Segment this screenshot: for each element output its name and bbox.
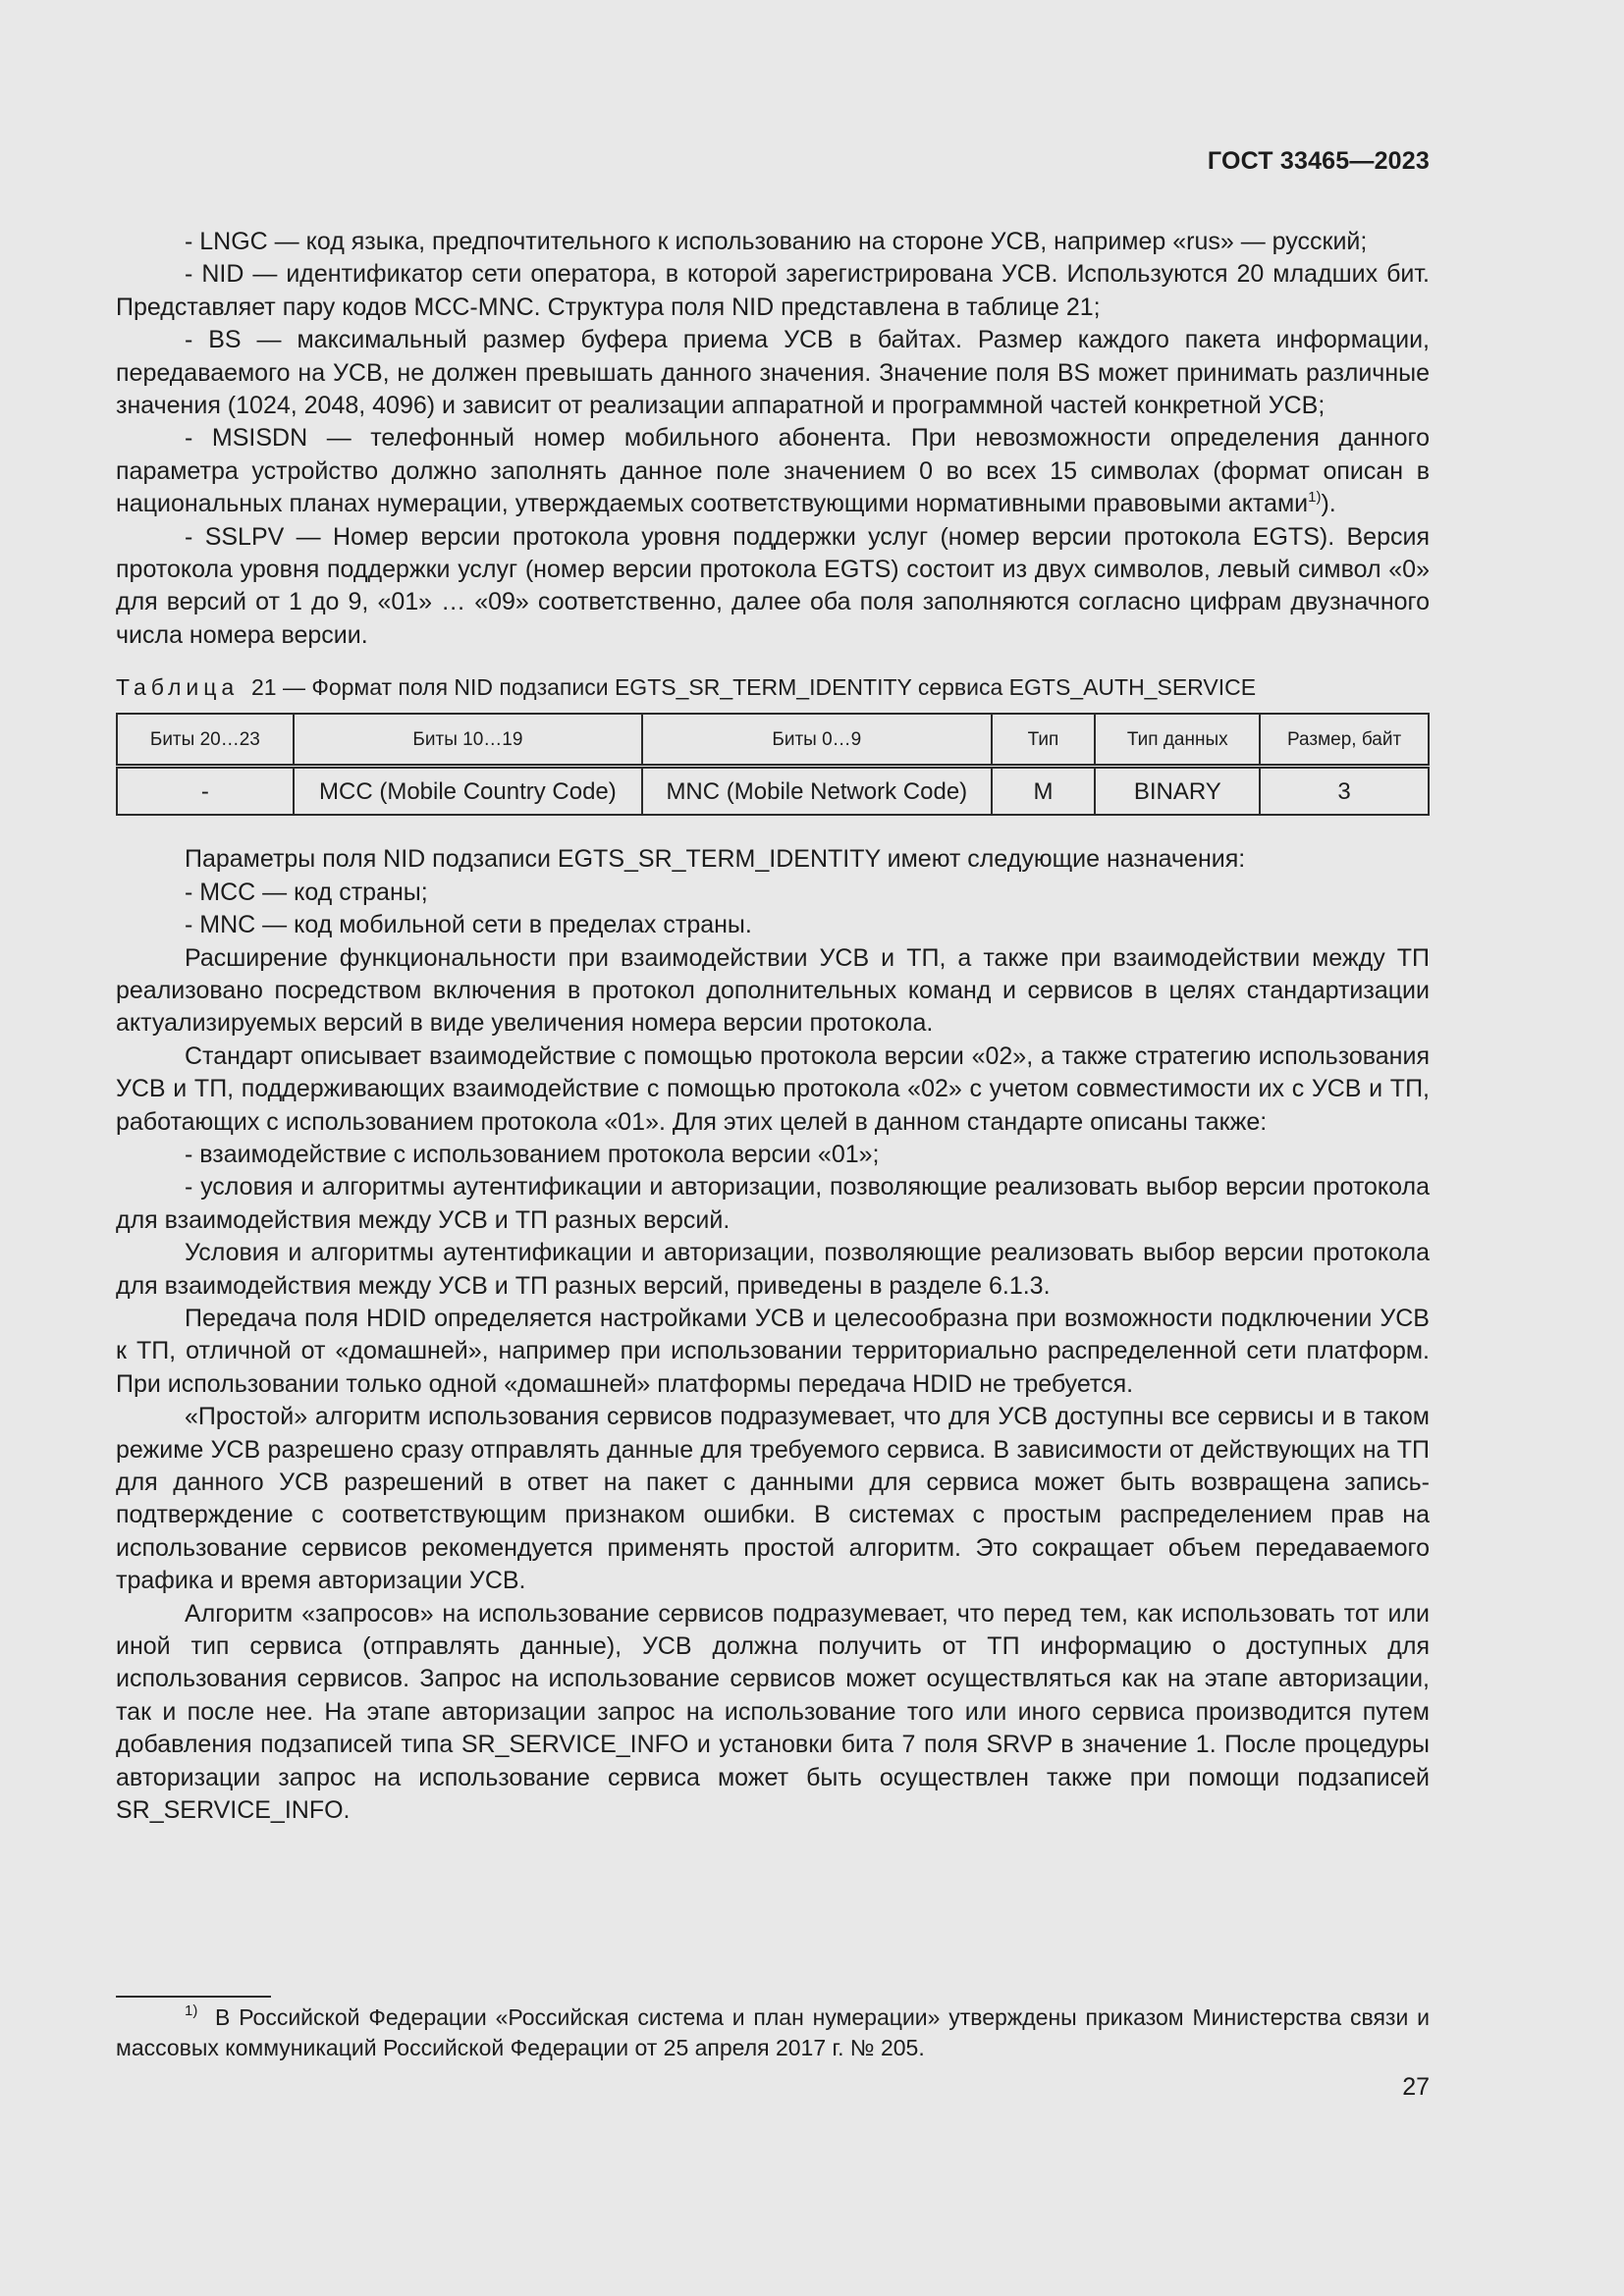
paragraph-simple-algorithm: «Простой» алгоритм использования сервисов подразумевает, что для УСВ доступны все сервисы и в таком режиме УСВ разрешено сразу отправлять данные для требуемого сервиса. В зависимости от действующих на ТП для данного УСВ разрешений в ответ на пакет с данными для сервиса может быть возвращена запись-подтверждение с соответствующим признаком ошибки. В системах с простым распределением прав на использование сервисов рекомендуется применять простой алгоритм. Это сокращает объем передаваемого трафика и время авторизации УСВ. [116,1403,1430,1595]
paragraph-extension: Расширение функциональности при взаимодействии УСВ и ТП, а также при взаимодействии между ТП реализовано посредством включения в протокол дополнительных команд и сервисов в целях стандартизации актуализируемых версий в виде увеличения номера версии протокола. [116,943,1430,1038]
msisdn-tail: ). [1321,490,1336,518]
main-text [116,226,1430,1827]
paragraph-request-algorithm: Алгоритм «запросов» на использование сервисов подразумевает, что перед тем, как использовать тот или иной тип сервиса (отправлять данные), УСВ должна получить от ТП информацию о доступных для использования сервисов. Запрос на использование сервисов может осуществляться как на этапе авторизации, так и после нее. На этапе авторизации запрос на использование того или иного сервиса производится путем добавления подзаписей типа SR_SERVICE_INFO и установки бита 7 поля SRVP в значение 1. После процедуры авторизации запрос на использование сервиса может быть осуществлен также при помощи подзаписей SR_SERVICE_INFO. [116,1599,1430,1825]
paragraph-nid-params: Параметры поля NID подзаписи EGTS_SR_TERM_IDENTITY имеют следующие назначения: [185,845,1246,874]
table-header-cell: Тип данных [1095,714,1260,767]
footnote-text: В Российской Федерации «Российская система и план нумерации» утверждены приказом Министерства связи и массовых коммуникаций Российской Федерации от 25 апреля 2017 г. № 205. [116,2004,1430,2060]
paragraph-mnc: - MNC — код мобильной сети в пределах страны. [185,911,752,939]
table-header-cell: Размер, байт [1260,714,1429,767]
table-cell: - [117,767,294,816]
table-header-cell: Биты 10…19 [294,714,642,767]
paragraph-hdid: Передача поля HDID определяется настройками УСВ и целесообразна при возможности подключении УСВ к ТП, отличной от «домашней», например при использовании территориально распределенной сети платформ. При использовании только одной «домашней» платформы передача HDID не требуется. [116,1304,1430,1398]
paragraph-mcc: - MCC — код страны; [185,878,428,906]
table-header-cell: Тип [992,714,1096,767]
paragraph-standard: Стандарт описывает взаимодействие с помощью протокола версии «02», а также стратегию использования УСВ и ТП, поддерживающих взаимодействие с помощью протокола «02» с учетом совместимости их с УСВ и ТП, работающих с использованием протокола «01». Для этих целей в данном стандарте описаны также: [116,1041,1430,1136]
paragraph-msisdn [116,422,1430,520]
table-row [117,767,1429,816]
paragraph-conditions-ref: Условия и алгоритмы аутентификации и авторизации, позволяющие реализовать выбор версии протокола для взаимодействия между УСВ и ТП разных версий, приведены в разделе 6.1.3. [116,1239,1430,1300]
footnote [116,2002,1430,2063]
table-cell: MCC (Mobile Country Code) [294,767,642,816]
table-header-cell: Биты 20…23 [117,714,294,767]
footnote-ref[interactable]: 1) [1308,489,1322,507]
text-after-table [116,843,1430,1827]
table-cell: M [992,767,1096,816]
table-header-row [117,714,1429,767]
footnote-marker: 1) [185,2002,198,2019]
table-caption [116,673,1430,701]
msisdn-text: - MSISDN — телефонный номер мобильного абонента. При невозможности определения данного параметра устройство должно заполнять данное поле значением 0 во всех 15 символах (формат описан в национальных планах нумерации, утверждаемых соответствующими нормативными правовыми актами [116,424,1430,518]
paragraph-sslpv: - SSLPV — Номер версии протокола уровня поддержки услуг (номер версии протокола EGTS). Версия протокола уровня поддержки услуг (номер версии протокола EGTS) состоит из двух символов, левый символ «0» для версий от 1 до 9, «01» … «09» соответственно, далее оба поля заполняются согласно цифрам двузначного числа номера версии. [116,522,1430,649]
paragraph-lngc: - LNGC — код языка, предпочтительного к использованию на стороне УСВ, например «rus» — русский; [185,228,1368,255]
table-cell: MNC (Mobile Network Code) [642,767,991,816]
paragraph-conditions: - условия и алгоритмы аутентификации и авторизации, позволяющие реализовать выбор версии протокола для взаимодействия между УСВ и ТП разных версий. [116,1173,1430,1234]
paragraph-v01: - взаимодействие с использованием протокола версии «01»; [185,1140,880,1168]
page-number: 27 [1402,2073,1430,2101]
document-header: ГОСТ 33465—2023 [1207,147,1430,175]
footnote-separator [116,1996,271,1998]
table-caption-text: 21 — Формат поля NID подзаписи EGTS_SR_TERM_IDENTITY сервиса EGTS_AUTH_SERVICE [250,674,1257,701]
table-cell: BINARY [1095,767,1260,816]
paragraph-nid: - NID — идентификатор сети оператора, в которой зарегистрирована УСВ. Используются 20 младших бит. Представляет пару кодов MCC-MNC. Структура поля NID представлена в таблице 21; [116,260,1430,321]
paragraph-bs: - BS — максимальный размер буфера приема УСВ в байтах. Размер каждого пакета информации, передаваемого на УСВ, не должен превышать данного значения. Значение поля BS может принимать различные значения (1024, 2048, 4096) и зависит от реализации аппаратной и программной частей конкретной УСВ; [116,326,1430,420]
table-cell: 3 [1260,767,1429,816]
table-header-cell: Биты 0…9 [642,714,991,767]
table-caption-word: Таблица [116,674,240,701]
nid-format-table [116,713,1430,816]
